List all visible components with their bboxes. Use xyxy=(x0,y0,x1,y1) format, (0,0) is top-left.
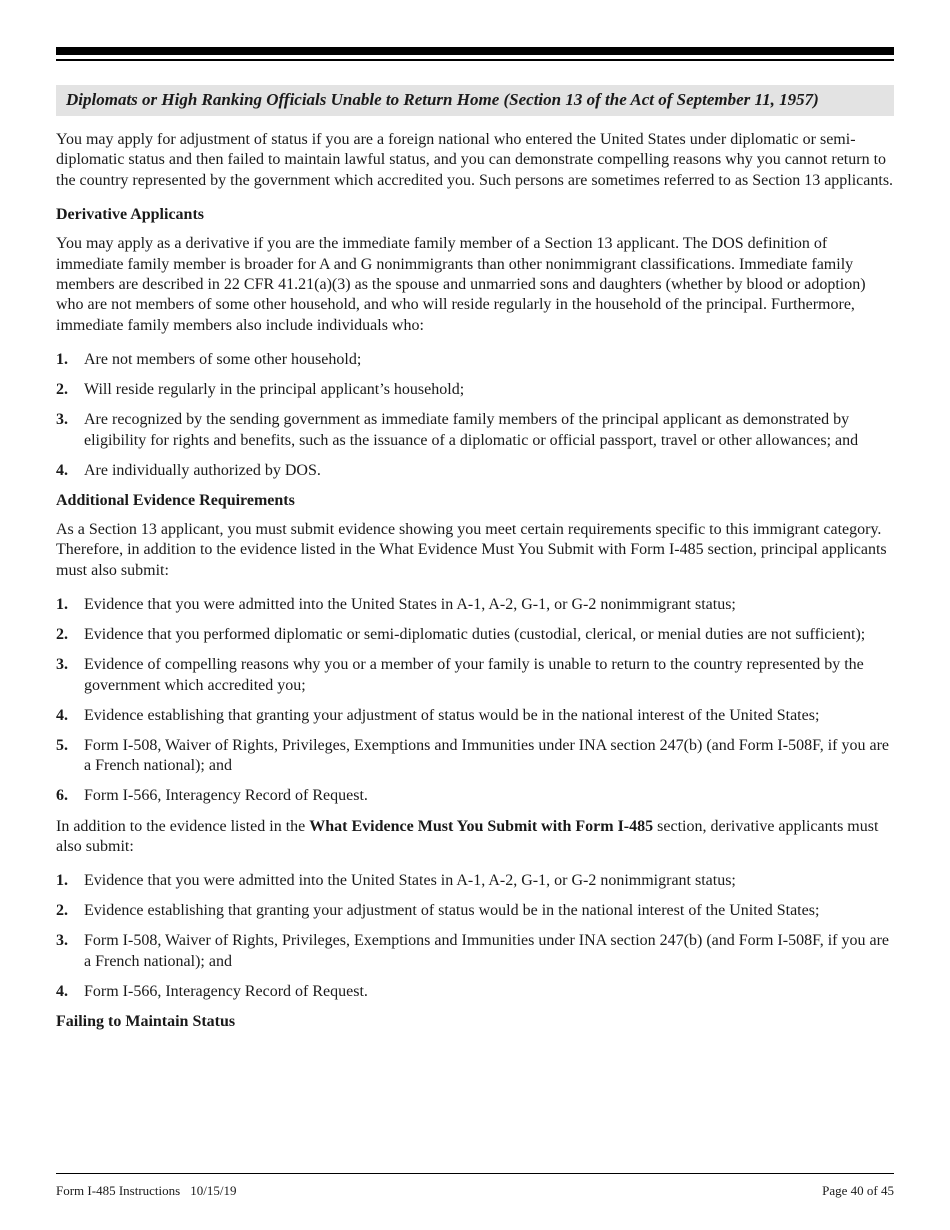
list-item xyxy=(56,736,894,777)
derivative-applicants-heading: Derivative Applicants xyxy=(56,206,204,224)
list-item xyxy=(56,461,894,481)
list-number: 6. xyxy=(56,787,68,805)
derivative-evidence-intro-pre: In addition to the evidence listed in the xyxy=(56,817,310,835)
additional-evidence-text: As a Section 13 applicant, you must submit evidence showing you meet certain requirements specific to this immigrant category. Therefore, in addition to the evidence listed in the What Evidence Must You Submit with Form I-485 section, principal applicants must also submit: xyxy=(56,521,887,579)
footer-form-name: Form I-485 Instructions xyxy=(56,1183,181,1198)
list-item xyxy=(56,655,894,696)
list-text: Form I-566, Interagency Record of Request. xyxy=(84,787,368,805)
list-text: Evidence establishing that granting your adjustment of status would be in the national interest of the United States; xyxy=(84,902,820,920)
list-number: 1. xyxy=(56,596,68,614)
list-text: Evidence of compelling reasons why you or a member of your family is unable to return to the country represented by the government which accredited you; xyxy=(84,656,864,694)
header-rule-thick xyxy=(56,47,894,55)
list-item xyxy=(56,786,894,806)
list-text: Form I-566, Interagency Record of Request. xyxy=(84,982,368,1000)
list-number: 2. xyxy=(56,902,68,920)
derivative-evidence-intro xyxy=(56,817,894,858)
list-item xyxy=(56,931,894,972)
list-text: Evidence establishing that granting your adjustment of status would be in the national interest of the United States; xyxy=(84,706,820,724)
footer-page-number: Page 40 of 45 xyxy=(822,1183,894,1198)
list-item xyxy=(56,380,894,400)
list-text: Form I-508, Waiver of Rights, Privileges, Exemptions and Immunities under INA section 247(b) (and Form I-508F, if you are a French national); and xyxy=(84,932,890,970)
list-text: Are not members of some other household; xyxy=(84,351,362,369)
principal-evidence-list xyxy=(56,595,894,806)
list-item xyxy=(56,706,894,726)
list-number: 3. xyxy=(56,656,68,674)
derivative-criteria-list xyxy=(56,350,894,481)
list-item xyxy=(56,871,894,891)
list-text: Are individually authorized by DOS. xyxy=(84,461,321,479)
list-item xyxy=(56,410,894,451)
list-item xyxy=(56,350,894,370)
list-text: Will reside regularly in the principal applicant’s household; xyxy=(84,381,465,399)
page-content xyxy=(56,85,894,1041)
additional-evidence-heading: Additional Evidence Requirements xyxy=(56,492,295,510)
derivative-applicants-text: You may apply as a derivative if you are the immediate family member of a Section 13 applicant. The DOS definition of immediate family member is broader for A and G nonimmigrants than other nonimmigrant classifications. Immediate family members are described in 22 CFR 41.21(a)(3) as the spouse and unmarried sons and daughters (whether by blood or adoption) who are not members of some other household, and who will reside regularly in the household of the principal. Furthermore, immediate family members also include individuals who: xyxy=(56,235,866,334)
list-item xyxy=(56,982,894,1002)
list-number: 3. xyxy=(56,411,68,429)
footer-edition-date: 10/15/19 xyxy=(190,1183,237,1198)
section-title: Diplomats or High Ranking Officials Unable to Return Home (Section 13 of the Act of September 11, 1957) xyxy=(56,85,894,116)
list-item xyxy=(56,595,894,615)
page-footer xyxy=(56,1183,894,1199)
list-text: Evidence that you were admitted into the United States in A-1, A-2, G-1, or G-2 nonimmigrant status; xyxy=(84,596,736,614)
list-number: 1. xyxy=(56,351,68,369)
list-number: 2. xyxy=(56,381,68,399)
section-intro: You may apply for adjustment of status if you are a foreign national who entered the United States under diplomatic or semi-diplomatic status and then failed to maintain lawful status, and you can demonstrate compelling reasons why you cannot return to the country represented by the government which accredited you. Such persons are sometimes referred to as Section 13 applicants. xyxy=(56,131,894,189)
list-number: 3. xyxy=(56,932,68,950)
list-number: 4. xyxy=(56,461,68,479)
header-rule-thin xyxy=(56,59,894,61)
derivative-evidence-list xyxy=(56,871,894,1002)
list-text: Evidence that you were admitted into the United States in A-1, A-2, G-1, or G-2 nonimmigrant status; xyxy=(84,872,736,890)
list-text: Are recognized by the sending government as immediate family members of the principal applicant as demonstrated by eligibility for rights and benefits, such as the issuance of a diplomatic or official passport, travel or other allowances; and xyxy=(84,411,859,449)
failing-to-maintain-status-heading: Failing to Maintain Status xyxy=(56,1013,236,1031)
list-text: Form I-508, Waiver of Rights, Privileges, Exemptions and Immunities under INA section 247(b) (and Form I-508F, if you are a French national); and xyxy=(84,736,890,775)
list-number: 1. xyxy=(56,872,68,890)
derivative-evidence-intro-bold: What Evidence Must You Submit with Form I-485 xyxy=(309,817,654,835)
footer-rule xyxy=(56,1173,894,1174)
list-number: 4. xyxy=(56,982,68,1000)
list-item xyxy=(56,901,894,921)
list-item xyxy=(56,625,894,645)
footer-form-info xyxy=(56,1183,236,1199)
list-number: 4. xyxy=(56,706,68,724)
derivative-evidence-intro-post: section, derivative applicants must also submit: xyxy=(56,817,879,855)
list-text: Evidence that you performed diplomatic or semi-diplomatic duties (custodial, clerical, or menial duties are not sufficient); xyxy=(84,626,866,644)
list-number: 5. xyxy=(56,736,68,754)
list-number: 2. xyxy=(56,626,68,644)
